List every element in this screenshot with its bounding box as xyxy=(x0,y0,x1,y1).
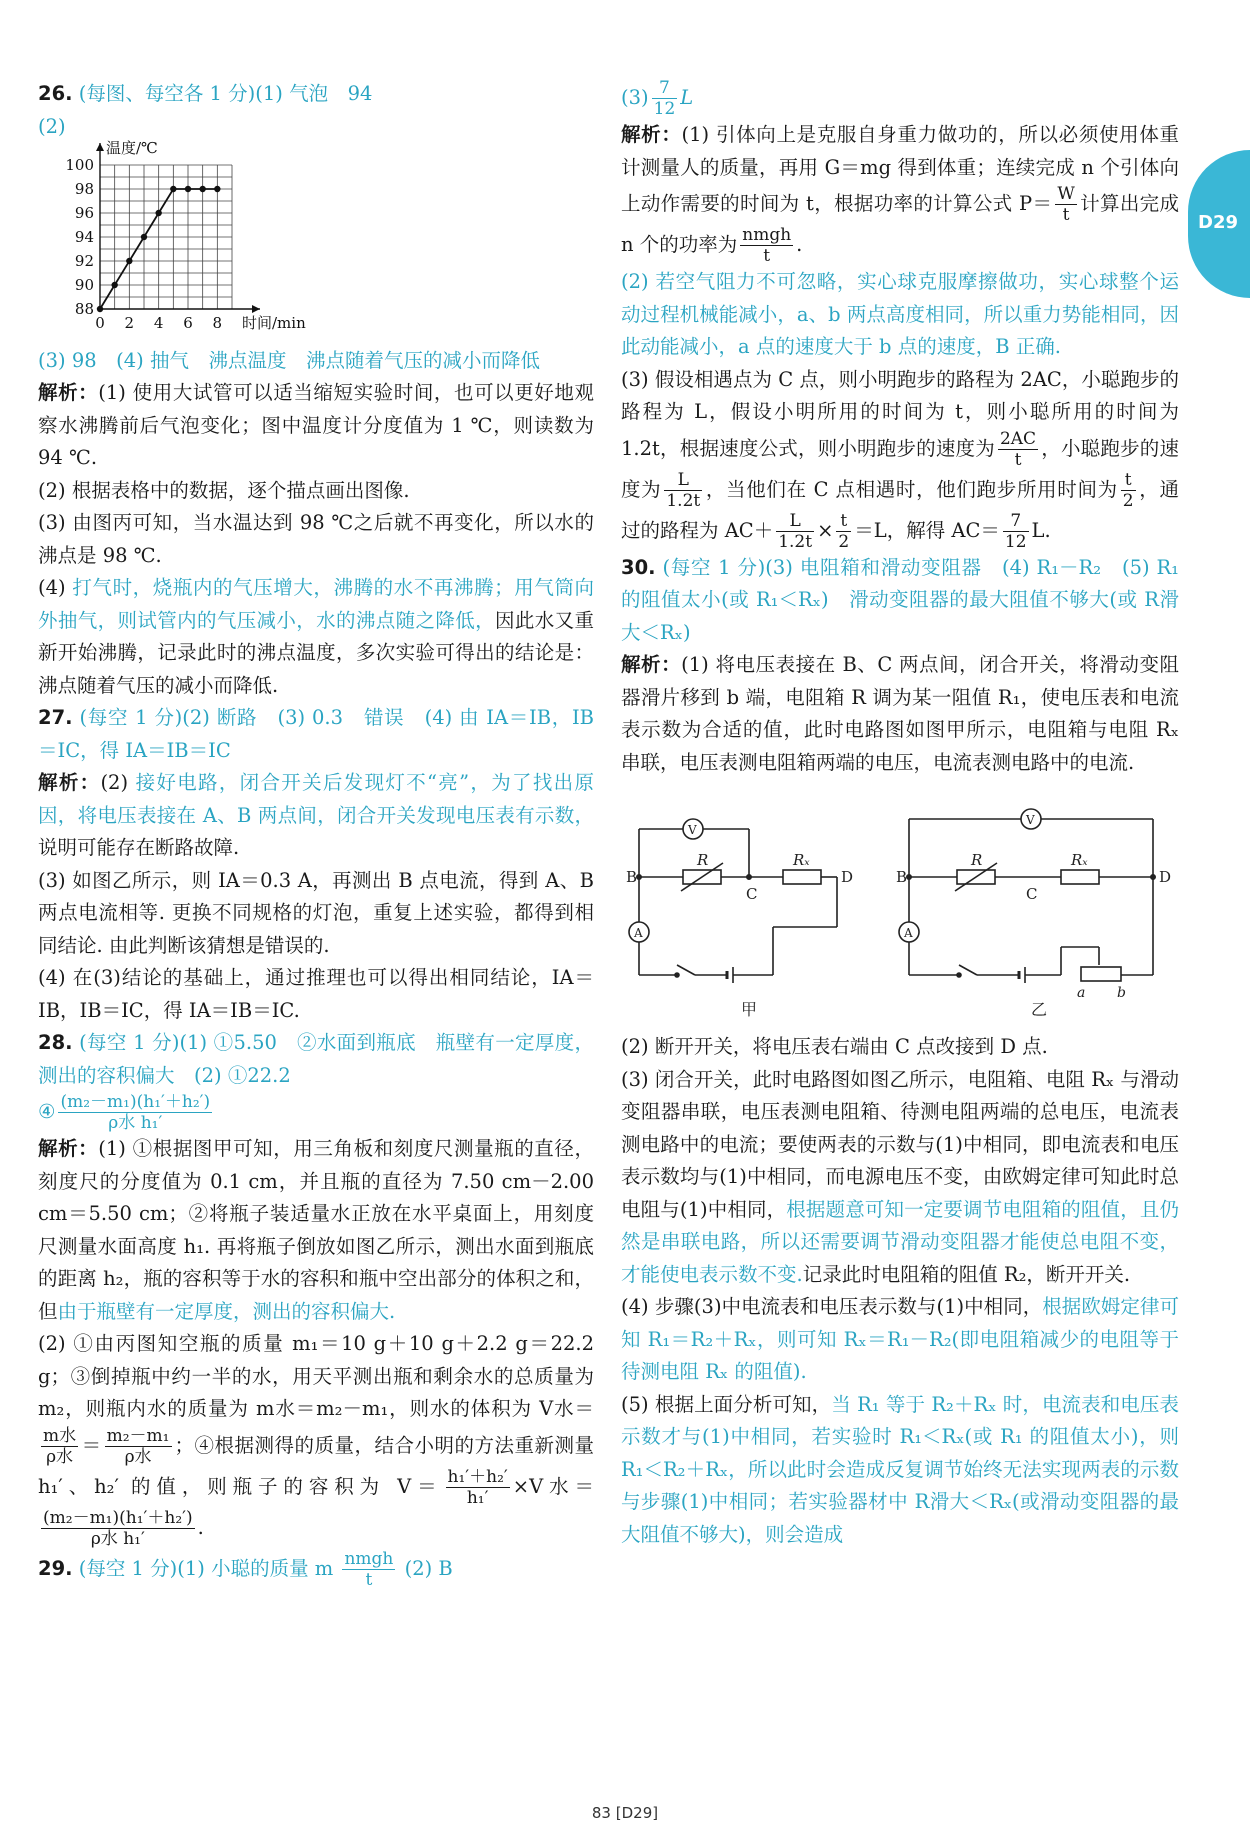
fraction-numerator: 2AC xyxy=(999,428,1037,449)
q29-number: 29. xyxy=(38,1556,73,1580)
fraction-numerator: nmgh xyxy=(344,1548,394,1569)
ammeter-label: A xyxy=(634,926,643,940)
circuit-diagrams xyxy=(621,787,1179,1027)
fraction xyxy=(1121,470,1136,511)
q26-analysis-2: (2) 根据表格中的数据，逐个描点画出图像. xyxy=(38,478,410,502)
q30-analysis-3-highlight: 根据题意可知一定要调节电阻箱的阻值，且仍然是串联电路，所以还需要调节滑动变阻器才能使总电阻不变，才能使电表示数不变. xyxy=(621,1197,1179,1286)
q29-analysis-2: (2) 若空气阻力不可忽略，实心球克服摩擦做功，实心球整个运动过程机械能减小，a、b 两点高度相同，所以重力势能相同，因此动能减小，a 点的速度大于 b 点的速度，B 正确. xyxy=(621,270,1179,358)
q30-analysis-5-text: (5) 根据上面分析可知， xyxy=(621,1392,832,1416)
q27-analysis-2-tail: 说明可能存在断路故障. xyxy=(38,836,240,859)
q29-analysis-1 xyxy=(621,119,1179,266)
y-tick-label: 100 xyxy=(65,155,94,174)
data-point xyxy=(126,257,132,263)
node-dot xyxy=(1151,875,1155,879)
x-tick-label: 4 xyxy=(153,313,164,332)
q26-answer xyxy=(38,78,594,111)
q30-analysis-4 xyxy=(621,1291,1179,1389)
q30-analysis-5-highlight: 当 R₁ 等于 R₂＋Rₓ 时，电流表和电压表示数才与(1)中相同，若实验时 R₁＜Rₓ(或 R₁ 的阻值太小)，则 R₁＜R₂＋Rₓ，所以此时会造成反复调节始终无法实现两表的示数与步骤(1)中相同；若实验器材中 R滑大＜Rₓ(或滑动变阻器的最大阻值不够大)，则会造成 xyxy=(621,1392,1179,1546)
q29-analysis-3-f: ＝L，解得 AC＝ xyxy=(854,518,1000,542)
q30-analysis-1-text: (1) 将电压表接在 B、C 两点间，闭合开关，将滑动变阻器滑片移到 b 端，电阻箱 R 调为某一阻值 R₁，使电压表和电流表示数为合适的值，此时电路图如图甲所示，电阻箱与电阻 Rₓ 串联，电压表测电阻箱两端的电压，电流表测电路中的电流. xyxy=(621,653,1179,774)
x-tick-label: 6 xyxy=(183,313,193,332)
q29-analysis-3-g: L. xyxy=(1031,518,1051,542)
q29-answer-2: (2) B xyxy=(404,1556,453,1580)
fraction xyxy=(740,225,793,266)
q30-analysis-3-tail: 记录此时电阻箱的阻值 R₂，断开开关. xyxy=(802,1262,1131,1286)
page-code-bracket: [D29] xyxy=(615,1804,659,1822)
fraction-numerator: h₁′＋h₂′ xyxy=(447,1466,508,1487)
fraction xyxy=(998,429,1038,470)
circuit-diagrams-svg xyxy=(621,787,1179,1027)
fraction-denominator: ρ水 xyxy=(46,1446,74,1467)
equals-sign: ＝ xyxy=(81,1433,102,1457)
page-side-tab-label: D29 xyxy=(1198,212,1238,233)
q27-answer xyxy=(38,702,594,767)
q28-answer xyxy=(38,1027,594,1092)
y-tick-label: 96 xyxy=(74,203,94,222)
node-dot xyxy=(747,875,751,879)
fraction-denominator: t xyxy=(1014,449,1022,470)
fraction-denominator: ρ水 h₁′ xyxy=(108,1113,163,1133)
y-tick-label: 88 xyxy=(74,299,94,318)
q27-analysis-4: (4) 在(3)结论的基础上，通过推理也可以得出相同结论，IA＝IB，IB＝IC，得 IA＝IB＝IC. xyxy=(38,966,594,1022)
q27-analysis-3: (3) 如图乙所示，则 IA＝0.3 A，再测出 B 点电流，得到 A、B 两点电流相等. 更换不同规格的灯泡，重复上述实验，都得到相同结论. 由此判断该猜想是错误的. xyxy=(38,868,594,957)
q26-analysis-4 xyxy=(38,572,594,702)
q28-analysis-2 xyxy=(38,1328,594,1549)
q30-answer-text: (每空 1 分)(3) 电阻箱和滑动变阻器 (4) R₁－R₂ (5) R₁ 的阻值太小(或 R₁＜Rₓ) 滑动变阻器的最大阻值不够大(或 R滑大＜Rₓ) xyxy=(621,555,1179,644)
fraction xyxy=(446,1467,510,1508)
data-point xyxy=(111,281,117,287)
q26-analysis-4-tail: 因此水又重新开始沸腾，记录此时的沸点温度，多次实验可得出的结论是：沸点随着气压的减小而降低. xyxy=(38,608,594,697)
label-D: D xyxy=(841,868,854,886)
q30-analysis-4-text: (4) 步骤(3)中电流表和电压表示数与(1)中相同， xyxy=(621,1295,1043,1318)
y-tick-label: 98 xyxy=(74,179,94,198)
analysis-label: 解析： xyxy=(621,653,682,676)
q29-analysis-1-mid: 计算出完成 n 个的功率为 xyxy=(621,192,1179,256)
fraction xyxy=(836,511,851,552)
times-sign: × xyxy=(817,518,834,542)
q29-answer-text: (每空 1 分)(1) 小聪的质量 m xyxy=(78,1556,334,1580)
fraction xyxy=(1003,511,1029,552)
data-point xyxy=(170,185,176,191)
q29-analysis-3-b: ，小聪跑步的速度为 xyxy=(621,436,1179,501)
data-point xyxy=(199,185,205,191)
part-label: (3) xyxy=(621,86,649,109)
q29-analysis-3-c: ，当他们在 C 点相遇时，他们跑步所用时间为 xyxy=(705,477,1118,501)
x-axis-label: 时间/min xyxy=(242,313,306,332)
fraction-denominator: 1.2t xyxy=(778,531,813,552)
q28-analysis-1-text: (1) ①根据图甲可知，用三角板和刻度尺测量瓶的直径，刻度尺的分度值为 0.1 cm，并且瓶的直径为 7.50 cm－2.00 cm＝5.50 cm；②将瓶子装适量水正放在水平桌面上，用刻度尺测量水面高度 h₁. 再将瓶子倒放如图乙所示，测出水面到瓶底的距离 h₂，瓶的容积等于水的容积和瓶中空出部分的体积之和，但 xyxy=(38,1137,594,1323)
q28-answer-text: (每空 1 分)(1) ①5.50 ②水面到瓶底 瓶壁有一定厚度，测出的容积偏大 (2) ①22.2 xyxy=(38,1031,595,1087)
label-R: R xyxy=(697,851,709,869)
q30-answer xyxy=(621,552,1179,650)
fraction-denominator: 2 xyxy=(838,531,850,552)
label-Rx: Rₓ xyxy=(1071,851,1088,869)
fraction-denominator: 12 xyxy=(653,99,676,119)
q26-analysis-1 xyxy=(38,377,594,475)
q30-analysis-4-highlight: 根据欧姆定律可知 R₁＝R₂＋Rₓ，则可知 Rₓ＝R₁－R₂(即电阻箱减少的电阻等于待测电阻 Rₓ 的阻值). xyxy=(621,1295,1179,1383)
voltmeter-label: V xyxy=(1026,813,1035,827)
y-tick-label: 90 xyxy=(74,275,94,294)
y-tick-label: 94 xyxy=(74,227,94,246)
fraction-denominator: ρ水 xyxy=(124,1446,152,1467)
fraction-numerator: t xyxy=(836,511,851,532)
x-tick-label: 2 xyxy=(124,313,135,332)
circuit-labels xyxy=(626,813,1171,1019)
q30-analysis-3-text: (3) 闭合开关，此时电路图如图乙所示，电阻箱、电阻 Rₓ 与滑动变阻器串联，电压表测电阻箱、待测电阻两端的总电压，电流表测电路中的电流；要使两表的示数与(1)中相同，即电流表和电压表示数均与(1)中相同，而电源电压不变，由欧姆定律可知此时总电阻与(1)中相同， xyxy=(621,1067,1179,1221)
variable-L: L xyxy=(680,86,694,109)
label-D: D xyxy=(1159,868,1172,886)
fraction-numerator: t xyxy=(1121,470,1136,491)
q26-analysis-1-text: (1) 使用大试管可以适当缩短实验时间，也可以更好地观察水沸腾前后气泡变化；图中温度计分度值为 1 ℃，则读数为 94 ℃. xyxy=(38,381,594,469)
q26-analysis-3: (3) 由图丙可知，当水温达到 98 ℃之后就不再变化，所以水的沸点是 98 ℃. xyxy=(38,511,594,567)
period: . xyxy=(197,1515,204,1539)
temperature-time-chart xyxy=(38,113,594,339)
fraction-numerator: m水 xyxy=(43,1425,77,1446)
fraction-denominator: 2 xyxy=(1122,490,1134,511)
fraction xyxy=(652,78,678,119)
q28-analysis-2-text: (2) ①由丙图知空瓶的质量 m₁＝10 g＋10 g＋2.2 g＝22.2 g；③倒掉瓶中约一半的水，用天平测出瓶和剩余水的总质量为 m₂，则瓶内水的质量为 m水＝m₂－m₁，则水的体积为 V水＝ xyxy=(38,1332,594,1420)
q30-number: 30. xyxy=(621,555,656,579)
fraction-denominator: 1.2t xyxy=(666,490,701,511)
fraction xyxy=(41,1508,195,1549)
q28-analysis-1 xyxy=(38,1133,594,1328)
q29-analysis-1-text: (1) 引体向上是克服自身重力做功的，所以必须使用体重计测量人的质量，再用 G＝mg 得到体重；连续完成 n 个引体向上动作需要的时间为 t，根据功率的计算公式 P＝ xyxy=(621,123,1179,215)
switch-blade xyxy=(959,965,977,975)
fraction xyxy=(342,1549,395,1590)
fraction xyxy=(664,470,702,511)
q26-number: 26. xyxy=(38,82,73,105)
fraction-numerator: L xyxy=(776,511,814,532)
page-footer xyxy=(0,1804,1250,1822)
fraction xyxy=(776,511,814,552)
q29-part3-answer xyxy=(621,78,1179,119)
temperature-chart-svg xyxy=(38,113,338,339)
q29-answer xyxy=(38,1549,594,1590)
q28-analysis-2-tail: ；④根据测得的质量，结合小明的方法重新测量 h₁′、h₂′ 的值，则瓶子的容积为 V＝ xyxy=(38,1433,594,1498)
x-tick-label: 8 xyxy=(212,313,223,332)
analysis-label: 解析： xyxy=(38,1137,99,1160)
fraction-numerator: L xyxy=(664,470,702,491)
right-column xyxy=(621,78,1179,1551)
fraction-denominator: ρ水 h₁′ xyxy=(90,1528,145,1549)
q27-number: 27. xyxy=(38,706,73,729)
voltmeter-label: V xyxy=(688,823,697,837)
q27-analysis-2 xyxy=(38,767,594,865)
analysis-label: 解析： xyxy=(38,771,101,794)
fraction-denominator: h₁′ xyxy=(466,1487,489,1508)
data-point xyxy=(155,209,161,215)
q26-answer-text: (每图、每空各 1 分)(1) 气泡 94 xyxy=(78,82,373,105)
node-dot xyxy=(907,875,911,879)
data-point xyxy=(185,185,191,191)
data-point xyxy=(214,185,220,191)
resistor-Rx xyxy=(783,870,821,884)
fraction xyxy=(1055,184,1076,225)
figure-yi-caption: 乙 xyxy=(1031,1000,1048,1019)
x-tick-label: 0 xyxy=(95,313,105,332)
q26-part3-answer: (3) 98 (4) 抽气 沸点温度 沸点随着气压的减小而降低 xyxy=(38,348,540,372)
q26-analysis-4-lead: (4) xyxy=(38,576,73,599)
x-axis-arrow xyxy=(252,305,260,313)
fraction-denominator: 12 xyxy=(1004,531,1027,552)
q30-analysis-1 xyxy=(621,649,1179,779)
label-B: B xyxy=(896,868,908,886)
switch-blade xyxy=(677,965,695,975)
y-tick-label: 92 xyxy=(74,251,94,270)
data-point xyxy=(97,305,103,311)
fraction-numerator: 7 xyxy=(652,78,678,99)
q29-analysis-3-text: (3) 假设相遇点为 C 点，则小明跑步的路程为 2AC，小聪跑步的路程为 L，假设小明所用的时间为 t，则小聪所用的时间为 1.2t，根据速度公式，则小明跑步的速度为 xyxy=(621,367,1179,460)
left-column: 26. (每图、每空各 1 分)(1) 气泡 94 (2) 88 90 92 94 96 98 100 0 2 4 6 8 温度/℃ 时间/min (3) 98 (4) 抽气 沸点温度 沸点随着气压的减小而降低 解析：(1) 使用大试管可以适当缩短实验时间，也可以更好地观察水沸腾前后气泡变化；图中温度计分度值为 1 ℃，则读数为 94 ℃. (2) 根据表格中的数据，逐个描点画出图像. (3) 由图丙可知，当水温达到 98 ℃之后就不再变化，所以水的沸点是 98 ℃. (4) 打气时，烧瓶内的气压增大，沸腾的水不再沸腾；用气筒向外抽气，则试管内的气压减小，水的沸点随之降低，因此水又重新开始沸腾，记录此时的沸点温度，多次实验可得出的结论是：沸点随着气压的减小而降低. 27. (每空 1 分)(2) 断路 (3) 0.3 错误 (4) 由 IA＝IB，IB＝IC，得 IA＝IB＝IC 解析：(2) 接好电路，闭合开关后发现灯不“亮”，为了找出原因，将电压表接在 A、B 两点间，闭合开关发现电压表有示数，说明可能存在断路故障. (3) 如图乙所示，则 IA＝0.3 A，再测出 B 点电流，得到 A、B 两点电流相等. 更换不同规格的灯泡，重复上述实验，都得到相同结论. 由此判断该猜想是错误的. (4) 在(3)结论的基础上，通过推理也可以得出相同结论，IA＝IB，IB＝IC，得 IA＝IB＝IC. 28. (每空 1 分)(1) ①5.50 ②水面到瓶底 瓶壁有一定厚度，测出的容积偏大 (2) ①22.2 ④ $\frac{\text{(m₂－m₁)(h₁′＋h₂′)}}{\text{ρ水 h₁′}}$ 解析：(1) ①根据图甲可知，用三角板和刻度尺测量瓶的直径，刻度尺的分度值为 0.1 cm，并且瓶的直径为 7.50 cm－2.00 cm＝5.50 cm；②将瓶子装适量水正放在水平桌面上，用刻度尺测量水面高度 h₁. 再将瓶子倒放如图乙所示，测出水面到瓶底的距离 h₂，瓶的容积等于水的容积和瓶中空出部分的体积之和，但由于瓶壁有一定厚度，测出的容积偏大. (2) ①由丙图知空瓶的质量 m₁＝10 g＋10 g＋2.2 g＝22.2 g；③倒掉瓶中约一半的水，用天平测出瓶和剩余水的总质量为 m₂，则瓶内水的质量为 m水＝m₂－m₁，则水的体积为 V水＝ $\frac{\text{m水}}{\text{ρ水}}$ ＝ $\frac{\text{m₂－m₁}}{\text{ρ水}}$ ；④根据测得的质量，结合小明的方法重新测量 h₁′、h₂′ 的值，则瓶子的容积为 V＝ $\frac{\text{h₁′＋h₂′}}{\text{h₁′}}$ ×V水＝ $\frac{\text{(m₂－m₁)(h₁′＋h₂′)}}{\text{ρ水 h₁′}}$ . 29. (每空 1 分)(1) 小聪的质量 m $\frac{\text{nmgh}}{t}$ (2) B xyxy=(38,78,594,1590)
q26-analysis-4-highlight: 打气时，烧瓶内的气压增大，沸腾的水不再沸腾；用气筒向外抽气，则试管内的气压减小，水的沸点随之降低， xyxy=(38,576,594,632)
label-Rx: Rₓ xyxy=(793,851,810,869)
q30-analysis-5 xyxy=(621,1389,1179,1552)
rheostat-body xyxy=(1081,967,1121,981)
data-point xyxy=(141,233,147,239)
circuit-jia xyxy=(629,819,837,983)
resistor-Rx xyxy=(1061,870,1099,884)
page-code: D29 xyxy=(621,1804,653,1822)
page-number: 83 xyxy=(591,1804,611,1822)
figure-jia-caption: 甲 xyxy=(741,1000,758,1019)
q27-analysis-2-highlight: 接好电路，闭合开关后发现灯不“亮”，为了找出原因，将电压表接在 A、B 两点间，闭合开关发现电压表有示数， xyxy=(38,771,594,827)
fraction-numerator: 7 xyxy=(1003,511,1029,532)
y-axis-arrow xyxy=(96,143,104,151)
fraction xyxy=(105,1426,172,1467)
q29-analysis-3 xyxy=(621,364,1179,552)
fraction-numerator: nmgh xyxy=(742,225,792,245)
q30-analysis-3 xyxy=(621,1064,1179,1292)
q29-analysis-3-d: ，通过的路程为 AC＋ xyxy=(621,477,1179,542)
q27-analysis-2-lead: (2) xyxy=(100,771,136,794)
ammeter-label: A xyxy=(904,926,913,940)
node-dot xyxy=(637,875,641,879)
fraction-denominator: t xyxy=(365,1569,373,1590)
label-a: a xyxy=(1077,985,1086,1001)
fraction-denominator: t xyxy=(763,246,771,266)
label-b: b xyxy=(1117,985,1126,1001)
y-axis-label: 温度/℃ xyxy=(106,138,158,157)
fraction-numerator: m₂－m₁ xyxy=(106,1425,170,1446)
label-C: C xyxy=(1026,885,1038,903)
fraction-numerator: W xyxy=(1057,184,1075,204)
period: . xyxy=(796,233,803,256)
fraction-numerator: (m₂－m₁)(h₁′＋h₂′) xyxy=(43,1507,193,1528)
q28-answer-4-marker: ④ xyxy=(38,1100,56,1123)
analysis-label: 解析： xyxy=(38,381,99,404)
label-C: C xyxy=(746,885,758,903)
fraction-denominator: t xyxy=(1062,205,1070,225)
q30-analysis-2: (2) 断开开关，将电压表右端由 C 点改接到 D 点. xyxy=(621,1035,1048,1058)
fraction-numerator: (m₂－m₁)(h₁′＋h₂′) xyxy=(60,1092,211,1112)
q28-answer-4 xyxy=(38,1092,594,1133)
q28-number: 28. xyxy=(38,1031,73,1054)
fraction xyxy=(41,1426,78,1467)
times-volume: ×V水＝ xyxy=(512,1474,595,1498)
q27-answer-text: (每空 1 分)(2) 断路 (3) 0.3 错误 (4) 由 IA＝IB，IB＝IC，得 IA＝IB＝IC xyxy=(38,706,594,762)
q28-answer-4-fraction xyxy=(58,1092,212,1133)
analysis-label: 解析： xyxy=(621,123,682,146)
q28-analysis-1-highlight: 由于瓶壁有一定厚度，测出的容积偏大. xyxy=(57,1299,396,1323)
label-B: B xyxy=(626,868,638,886)
label-R: R xyxy=(971,851,983,869)
